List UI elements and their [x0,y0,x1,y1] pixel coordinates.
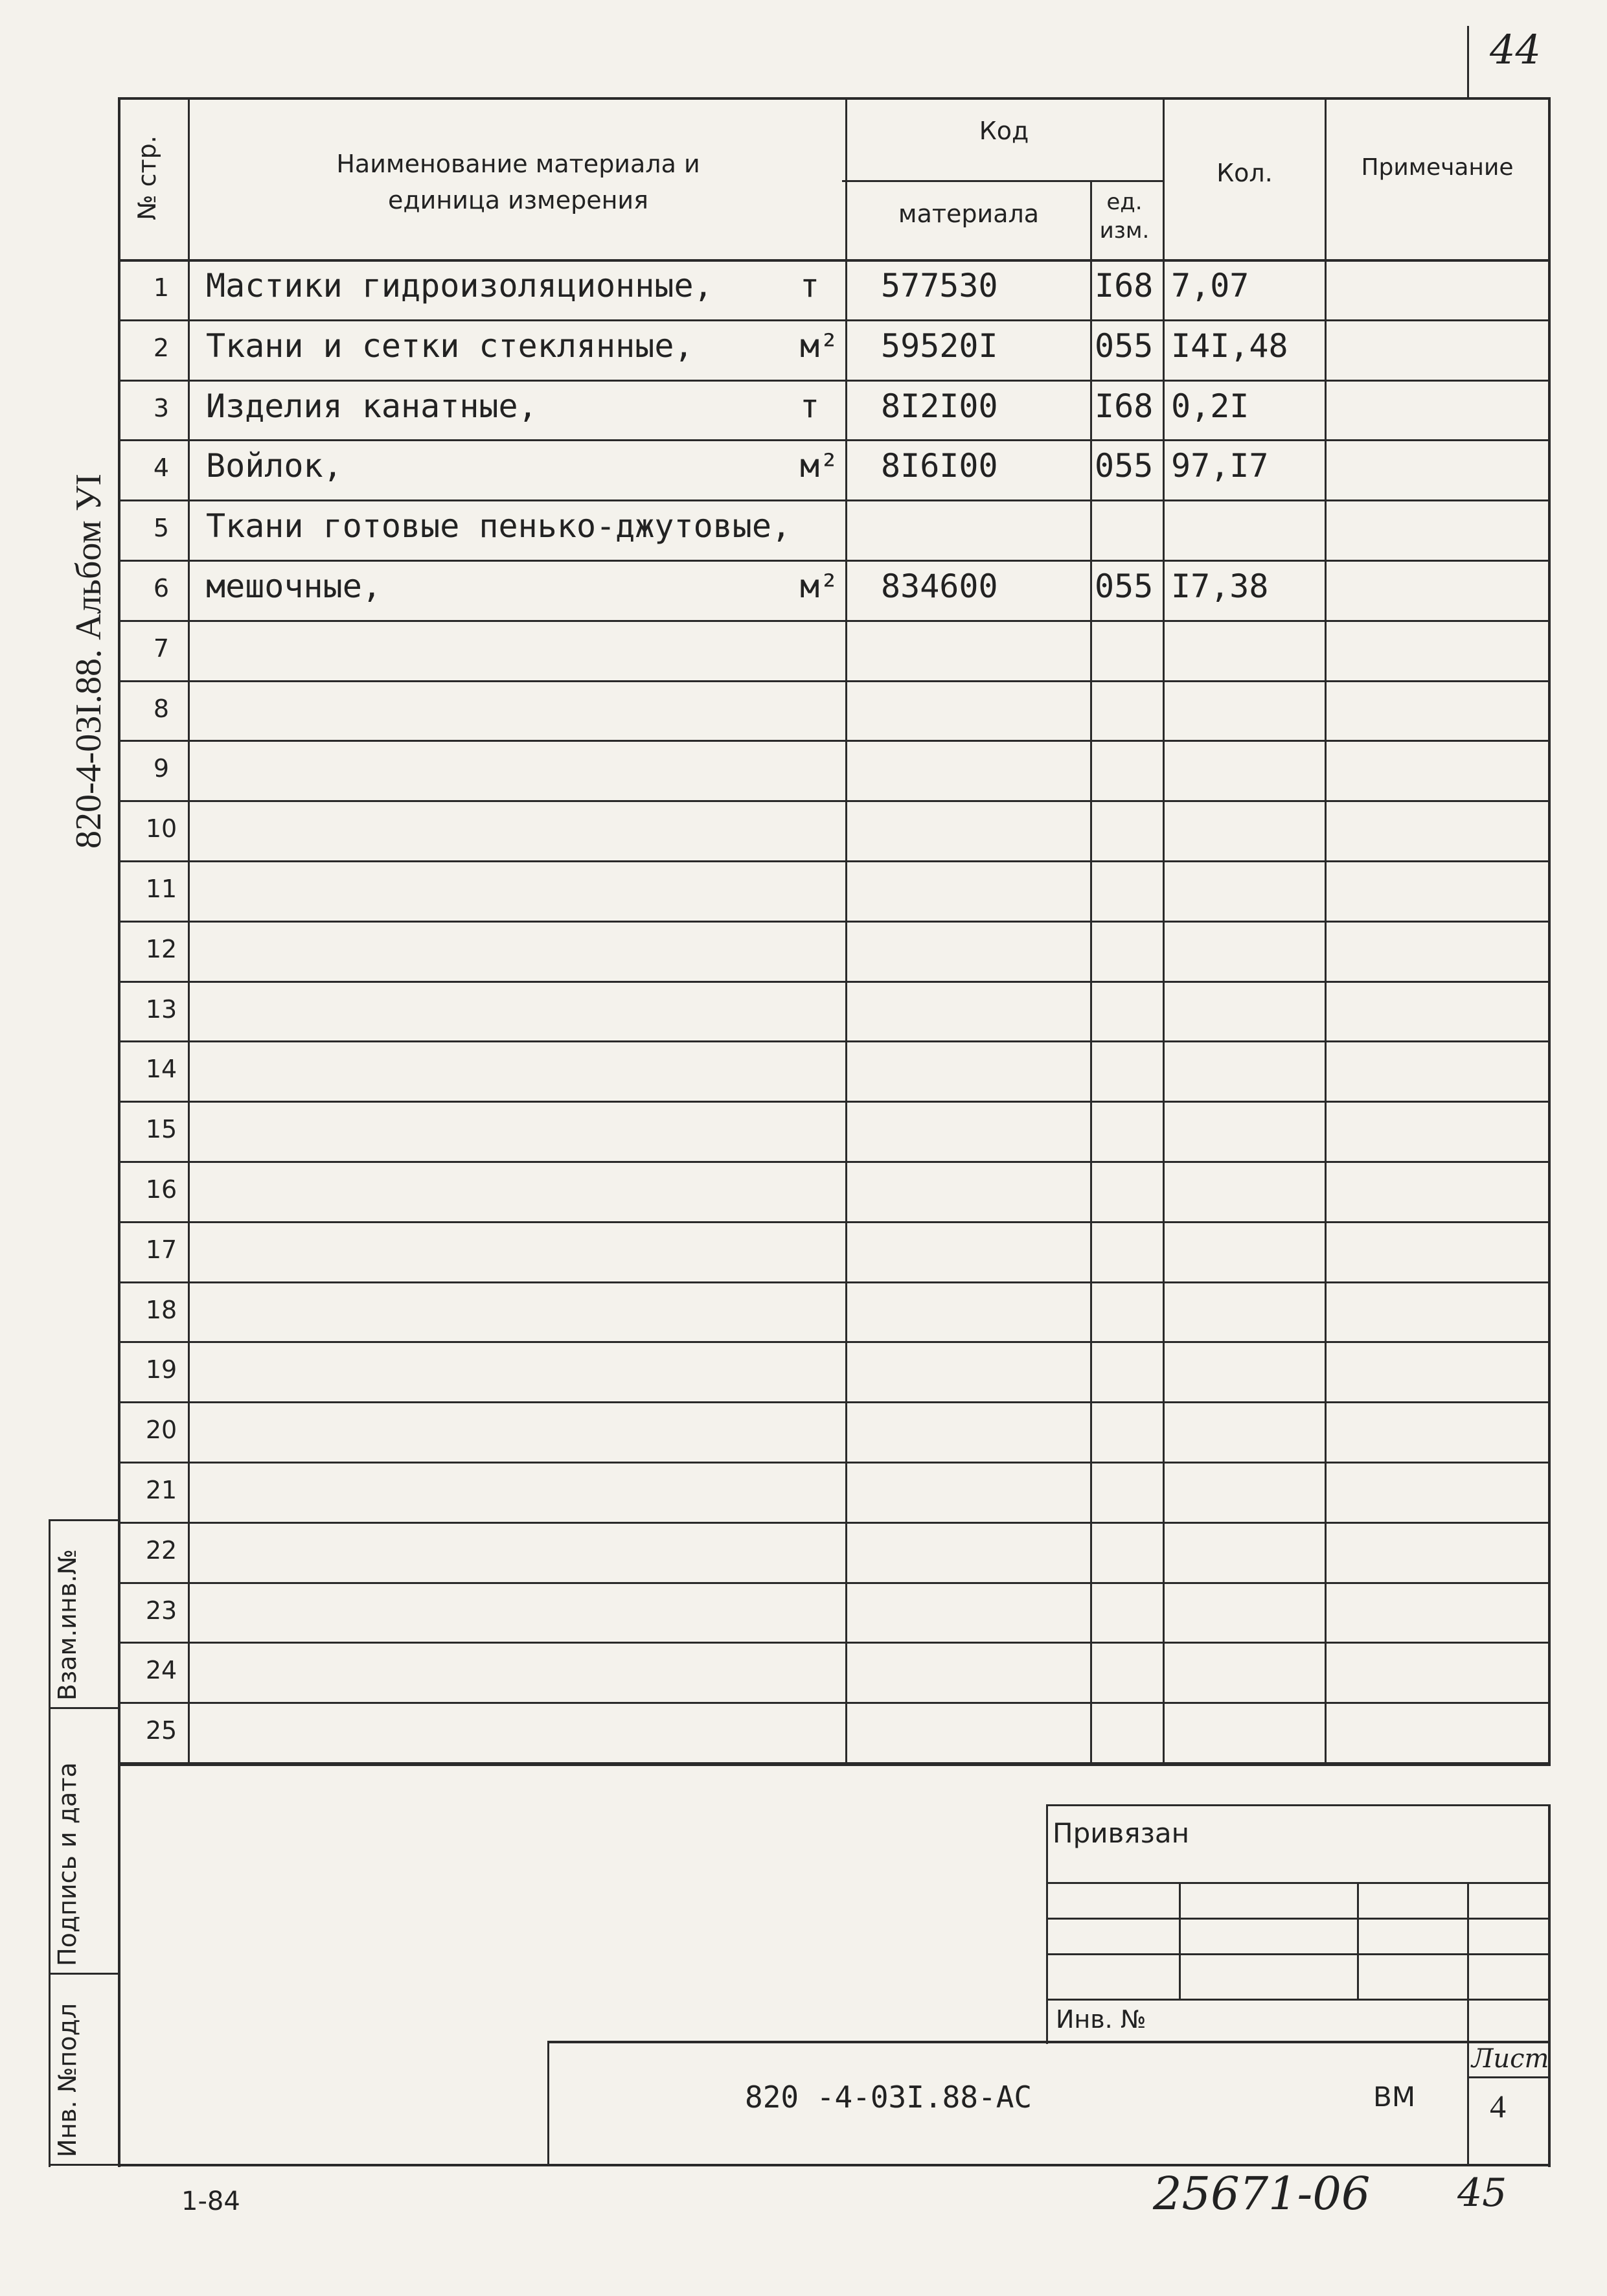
header-material: материала [898,200,1040,228]
row-number: 9 [153,754,170,783]
row-number: 3 [153,393,170,422]
row-number: 5 [153,514,170,543]
row-number: 23 [145,1596,177,1625]
row-number: 8 [153,694,170,723]
row-number: 13 [145,994,177,1024]
row-unit-code: 055 [1095,568,1154,605]
row-unit-code: I68 [1095,387,1154,425]
row-name: Ткани и сетки стеклянные, [206,327,694,365]
row-name: мешочные, [206,568,382,605]
row-number: 4 [153,453,170,483]
row-number: 6 [153,574,170,603]
list-label: Лист [1472,2044,1549,2074]
row-material-code: 8I6I00 [881,447,998,485]
row-unit-code: 055 [1095,447,1154,485]
row-material-code: 8I2I00 [881,387,998,425]
row-number: 15 [145,1115,177,1144]
row-unit-code: 055 [1095,327,1154,365]
row-number: 18 [145,1295,177,1324]
row-number: 19 [145,1355,177,1384]
privyazan-label: Привязан [1053,1817,1190,1849]
header-code: Код [979,117,1029,145]
row-name: Изделия канатные, [206,387,538,425]
row-number: 21 [145,1476,177,1504]
row-number: 2 [153,333,170,362]
row-number: 7 [153,634,170,663]
archive-number: 25671-06 [1153,2167,1371,2220]
extra-number: 45 [1457,2170,1507,2216]
side-document-code: 820-4-03I.88. Альбом УI [69,473,109,849]
row-material-code: 59520I [881,327,998,365]
row-number: 24 [145,1656,177,1685]
header-unit: ед. изм. [1099,189,1150,244]
row-number: 20 [145,1416,177,1445]
row-number: 12 [145,934,177,963]
header-qty: Кол. [1216,159,1273,187]
document-type: ВМ [1373,2081,1416,2113]
list-number: 4 [1490,2088,1506,2124]
margin-podpis-data: Подпись и дата [53,1762,82,1966]
row-number: 1 [153,273,170,302]
inv-no-label: Инв. № [1056,2005,1146,2034]
row-number: 25 [145,1716,177,1745]
margin-vzam-inv: Взам.инв.№ [53,1549,82,1701]
row-name: Войлок, [206,447,343,485]
row-number: 17 [145,1235,177,1264]
row-quantity: 0,2I [1171,387,1249,425]
row-unit-code: I68 [1095,267,1154,304]
document-code: 820 -4-03I.88-AC [745,2080,1032,2115]
row-number: 14 [145,1055,177,1084]
page-number: 44 [1490,26,1541,73]
row-name: Мастики гидроизоляционные, [206,267,713,304]
row-number: 22 [145,1535,177,1565]
header-row-no: № стр. [133,135,161,220]
row-unit-symbol: м² [800,327,839,365]
row-quantity: 7,07 [1171,267,1249,304]
row-quantity: I4I,48 [1171,327,1288,365]
row-unit-symbol: т [800,387,820,425]
margin-inv-podl: Инв. №подл [53,2003,82,2157]
row-number: 16 [145,1175,177,1204]
row-material-code: 577530 [881,267,998,304]
row-number: 11 [145,875,177,903]
row-quantity: 97,I7 [1171,447,1269,485]
row-number: 10 [145,814,177,844]
header-name: Наименование материала и единица измерения [336,150,700,214]
row-unit-symbol: м² [800,447,839,485]
row-quantity: I7,38 [1171,568,1269,605]
row-unit-symbol: м² [800,568,839,605]
header-note: Примечание [1361,154,1514,181]
row-name: Ткани готовые пенько-джутовые, [206,507,792,545]
row-material-code: 834600 [881,568,998,605]
form-number: 1-84 [181,2187,240,2216]
row-unit-symbol: т [800,267,820,304]
